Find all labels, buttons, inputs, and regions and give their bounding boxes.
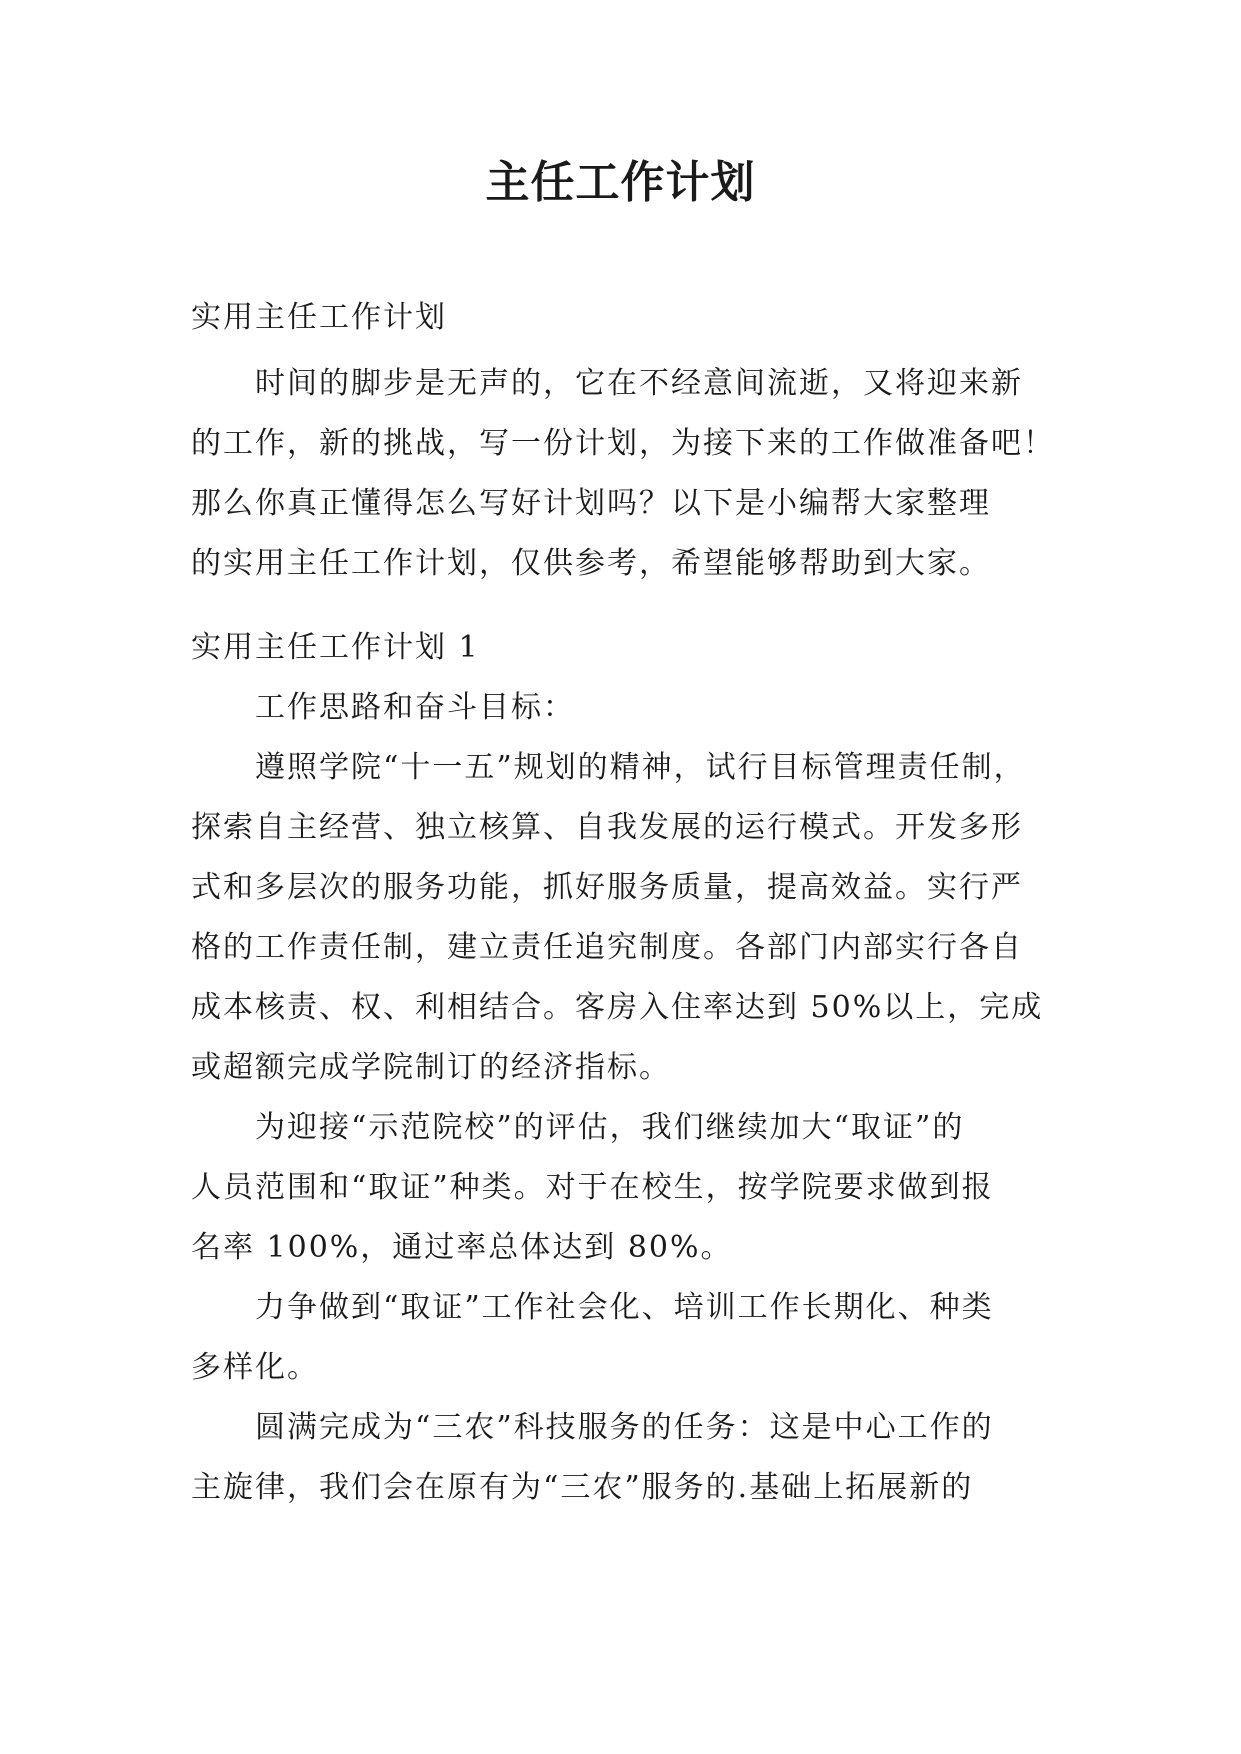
section-line: 工作思路和奋斗目标： bbox=[255, 690, 575, 725]
section-line: 圆满完成为“三农”科技服务的任务：这是中心工作的 bbox=[255, 1410, 994, 1445]
intro-line: 的实用主任工作计划，仅供参考，希望能够帮助到大家。 bbox=[191, 546, 991, 581]
intro-line: 时间的脚步是无声的，它在不经意间流逝，又将迎来新 bbox=[255, 366, 1023, 401]
section-line: 名率 100%，通过率总体达到 80%。 bbox=[191, 1230, 733, 1265]
section-line: 主旋律，我们会在原有为“三农”服务的.基础上拓展新的 bbox=[191, 1470, 974, 1505]
section-line: 为迎接“示范院校”的评估，我们继续加大“取证”的 bbox=[255, 1110, 965, 1145]
intro-line: 那么你真正懂得怎么写好计划吗？以下是小编帮大家整理 bbox=[191, 486, 991, 521]
section-line: 遵照学院“十一五”规划的精神，试行目标管理责任制， bbox=[255, 750, 1026, 785]
document-subtitle: 实用主任工作计划 bbox=[191, 300, 447, 335]
section-heading: 实用主任工作计划 1 bbox=[191, 630, 480, 665]
section-line: 式和多层次的服务功能，抓好服务质量，提高效益。实行严 bbox=[191, 870, 1023, 905]
section-line: 或超额完成学院制订的经济指标。 bbox=[191, 1050, 671, 1085]
intro-paragraph bbox=[191, 354, 1055, 594]
section-line: 多样化。 bbox=[191, 1350, 319, 1385]
document-title: 主任工作计划 bbox=[485, 157, 756, 208]
section-line: 力争做到“取证”工作社会化、培训工作长期化、种类 bbox=[255, 1290, 994, 1325]
section-line: 探索自主经营、独立核算、自我发展的运行模式。开发多形 bbox=[191, 810, 1023, 845]
intro-line: 的工作，新的挑战，写一份计划，为接下来的工作做准备吧！ bbox=[191, 426, 1055, 461]
section-line: 格的工作责任制，建立责任追究制度。各部门内部实行各自 bbox=[191, 930, 1023, 965]
section-1 bbox=[191, 618, 1055, 1518]
section-line: 人员范围和“取证”种类。对于在校生，按学院要求做到报 bbox=[191, 1170, 994, 1205]
section-line: 成本核责、权、利相结合。客房入住率达到 50%以上，完成 bbox=[191, 990, 1044, 1025]
